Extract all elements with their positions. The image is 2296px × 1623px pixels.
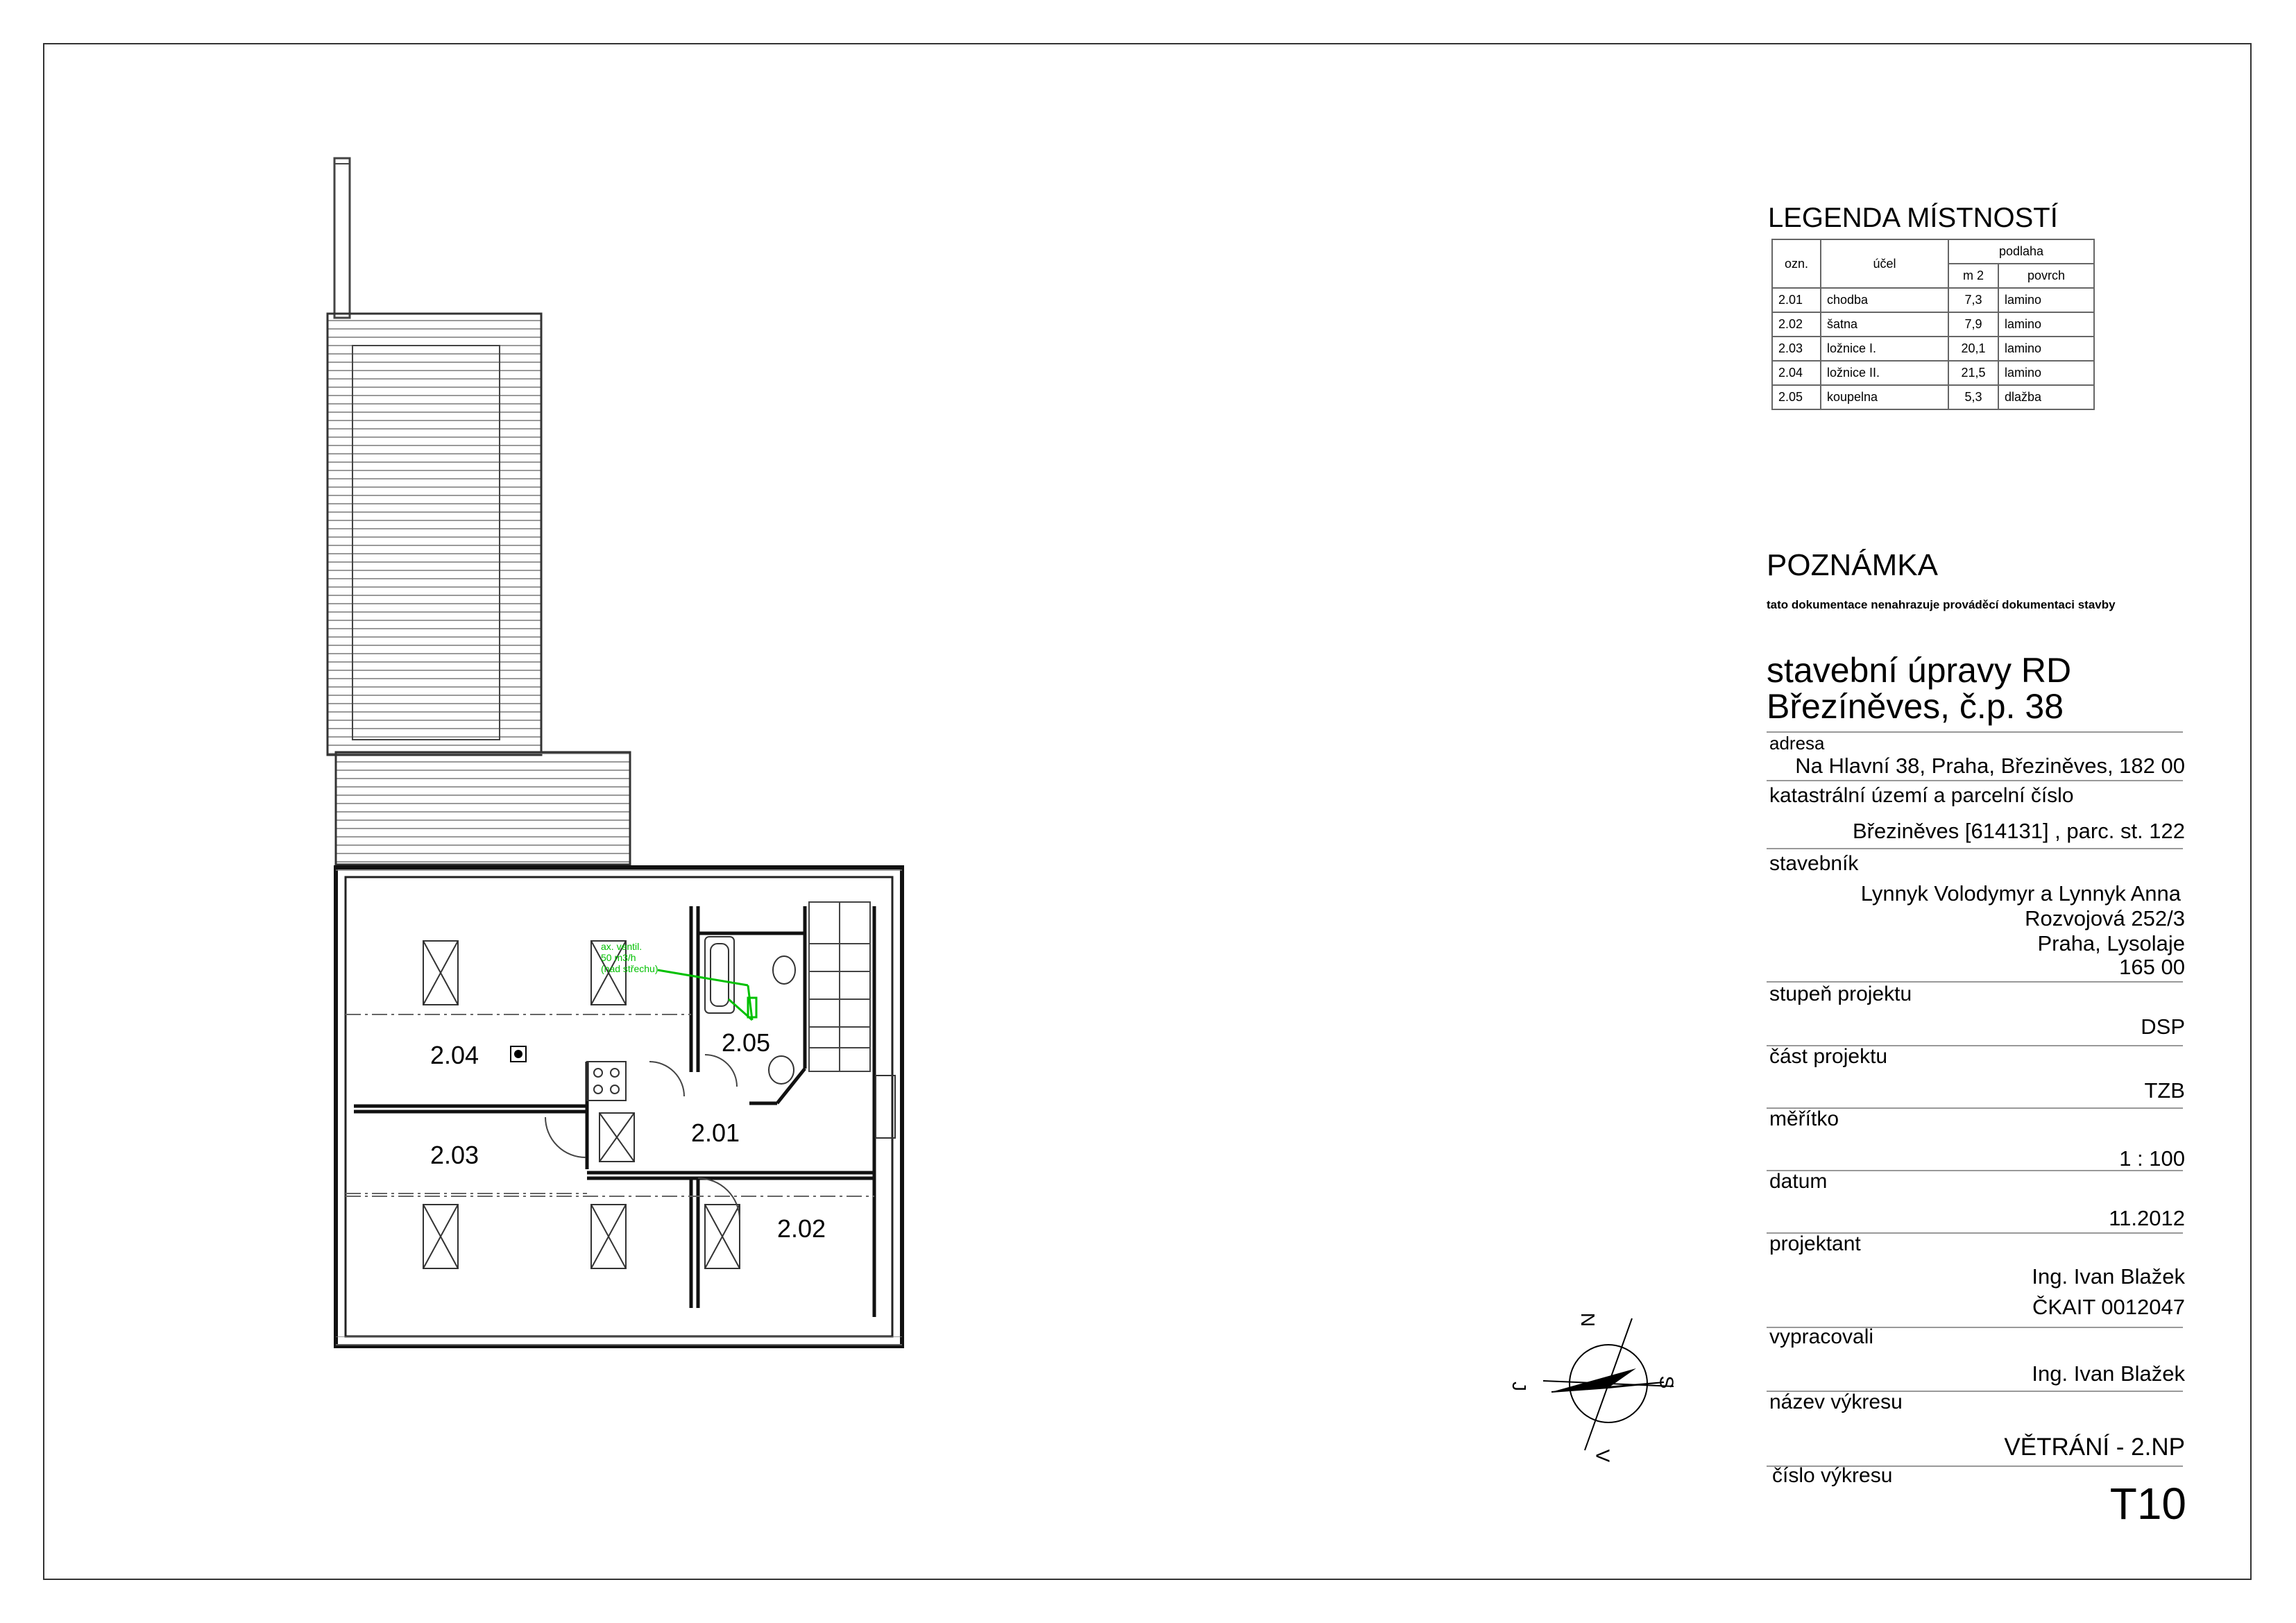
divider	[1767, 780, 2183, 781]
compass-north-label: N	[1577, 1312, 1599, 1327]
legend-cell-area: 21,5	[1948, 361, 1998, 385]
drawing-number-value: T10	[2109, 1479, 2186, 1529]
fan-note-line-2: 50 m3/h	[601, 952, 636, 963]
divider	[1767, 1170, 2183, 1171]
drawing-name-value: VĚTRÁNÍ - 2.NP	[2004, 1434, 2185, 1461]
legend-cell-area: 5,3	[1948, 385, 1998, 409]
divider	[1767, 731, 2183, 733]
builder-line-4: 165 00	[2119, 955, 2185, 979]
compass-south-label: S	[1656, 1375, 1678, 1389]
room-label-2-03: 2.03	[430, 1141, 479, 1169]
legend-cell-use: ložnice II.	[1821, 361, 1948, 385]
date-label: datum	[1769, 1170, 1828, 1193]
builder-line-1: Lynnyk Volodymyr a Lynnyk Anna	[1860, 881, 2181, 906]
divider	[1767, 848, 2183, 849]
legend-cell-surface: lamino	[1998, 288, 2094, 312]
scale-value: 1 : 100	[2119, 1146, 2185, 1171]
legend-cell-surface: lamino	[1998, 337, 2094, 361]
room-label-2-04: 2.04	[430, 1041, 479, 1069]
legend-cell-area: 7,9	[1948, 312, 1998, 337]
legend-row	[1772, 385, 2094, 409]
legend-table	[1771, 239, 2095, 410]
drawing-number-label: číslo výkresu	[1772, 1464, 1893, 1487]
legend-header-floor: podlaha	[1948, 239, 2094, 264]
compass-east-label: V	[1592, 1449, 1614, 1463]
project-title-line-2: Březíněves, č.p. 38	[1767, 687, 2064, 726]
legend-title: LEGENDA MÍSTNOSTÍ	[1768, 203, 2058, 233]
legend-cell-use: koupelna	[1821, 385, 1948, 409]
stage-label: stupeň projektu	[1769, 983, 1912, 1005]
address-value: Na Hlavní 38, Praha, Březiněves, 182 00	[1795, 754, 2185, 778]
builder-label: stavebník	[1769, 852, 1859, 875]
scale-label: měřítko	[1769, 1107, 1839, 1130]
part-value: TZB	[2144, 1078, 2185, 1103]
prepared-value: Ing. Ivan Blažek	[2032, 1361, 2185, 1386]
builder-line-2: Rozvojová 252/3	[2025, 906, 2185, 931]
legend-cell-area: 20,1	[1948, 337, 1998, 361]
fan-note-line-1: ax. ventil.	[601, 941, 643, 952]
project-title-line-1: stavební úpravy RD	[1767, 651, 2072, 690]
legend-header-surface: povrch	[1998, 264, 2094, 288]
legend-cell-use: ložnice I.	[1821, 337, 1948, 361]
room-label-2-02: 2.02	[777, 1214, 826, 1243]
note-text: tato dokumentace nenahrazuje prováděcí dokumentaci stavby	[1767, 598, 2116, 611]
legend-header-area: m 2	[1948, 264, 1998, 288]
room-label-2-01: 2.01	[691, 1119, 740, 1147]
cadastre-label: katastrální území a parcelní číslo	[1769, 784, 2074, 807]
legend-cell-area: 7,3	[1948, 288, 1998, 312]
legend-cell-id: 2.03	[1772, 337, 1821, 361]
designer-value: Ing. Ivan Blažek	[2032, 1264, 2185, 1289]
legend-cell-surface: lamino	[1998, 312, 2094, 337]
legend-row	[1772, 312, 2094, 337]
legend-cell-use: šatna	[1821, 312, 1948, 337]
prepared-label: vypracovali	[1769, 1325, 1874, 1348]
legend-cell-surface: dlažba	[1998, 385, 2094, 409]
legend-row	[1772, 288, 2094, 312]
designer-label: projektant	[1769, 1232, 1861, 1255]
legend-header-use: účel	[1821, 239, 1948, 288]
drawing-name-label: název výkresu	[1769, 1391, 1903, 1413]
legend-row	[1772, 361, 2094, 385]
note-title: POZNÁMKA	[1767, 548, 1938, 582]
legend-cell-id: 2.02	[1772, 312, 1821, 337]
stage-value: DSP	[2141, 1014, 2185, 1039]
legend-cell-surface: lamino	[1998, 361, 2094, 385]
fan-note-line-3: (nad střechu)	[601, 963, 658, 974]
legend-cell-id: 2.04	[1772, 361, 1821, 385]
legend-cell-use: chodba	[1821, 288, 1948, 312]
room-label-2-05: 2.05	[722, 1028, 771, 1057]
address-label: adresa	[1769, 733, 1825, 754]
legend-cell-id: 2.05	[1772, 385, 1821, 409]
compass-west-label: J	[1508, 1382, 1530, 1391]
date-value: 11.2012	[2109, 1206, 2185, 1230]
builder-line-3: Praha, Lysolaje	[2037, 931, 2185, 955]
legend-row	[1772, 337, 2094, 361]
part-label: část projektu	[1769, 1045, 1888, 1068]
cadastre-value: Březiněves [614131] , parc. st. 122	[1852, 819, 2185, 843]
legend-header-id: ozn.	[1772, 239, 1821, 288]
legend-cell-id: 2.01	[1772, 288, 1821, 312]
designer-registration: ČKAIT 0012047	[2032, 1295, 2185, 1319]
